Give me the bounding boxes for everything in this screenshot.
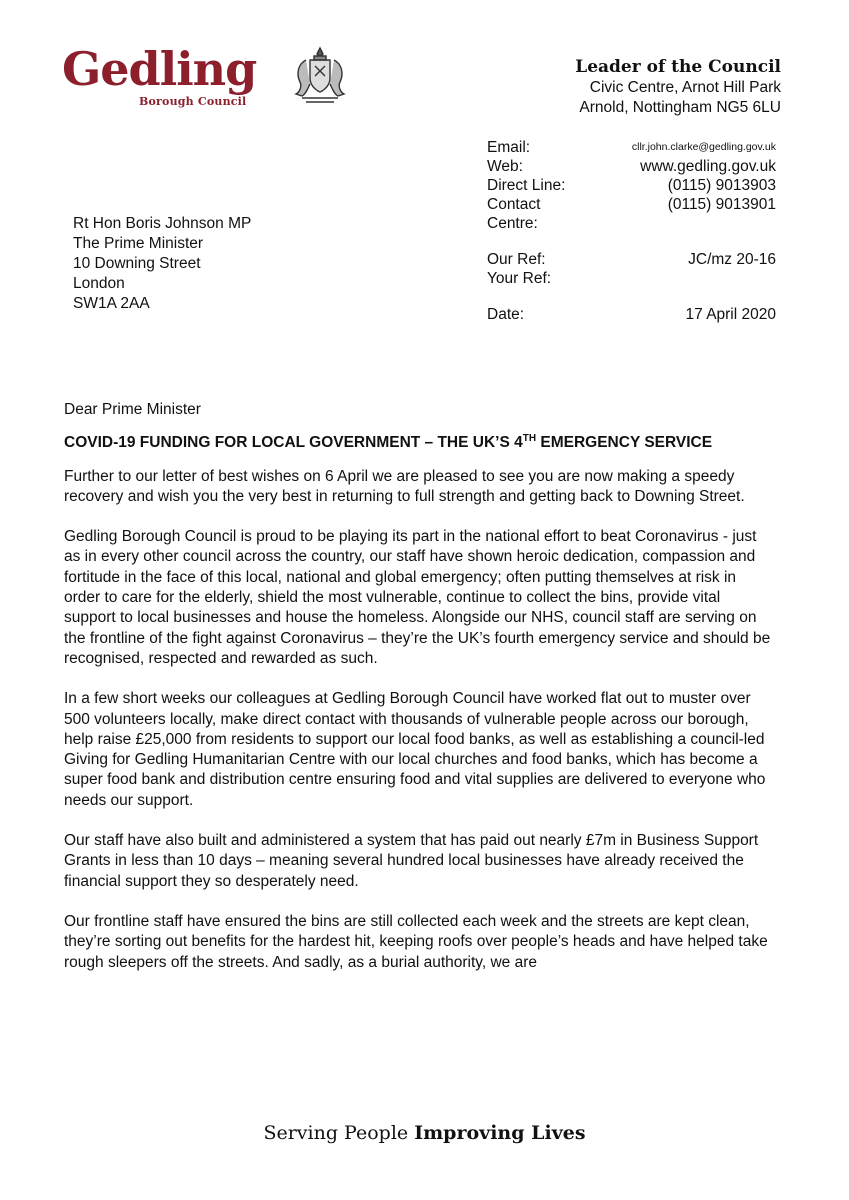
your-ref-label: Your Ref:	[487, 270, 552, 287]
sender-title: Leader of the Council	[575, 57, 781, 77]
recipient-line-1: Rt Hon Boris Johnson MP	[73, 215, 252, 232]
logo-subtitle: Borough Council	[139, 95, 247, 108]
web-label: Web:	[487, 158, 523, 175]
contact-row-your-ref	[487, 269, 776, 288]
contact-centre-label: Contact	[487, 196, 541, 213]
slogan-part-1: Serving People	[263, 1122, 415, 1144]
contact-row-web	[487, 157, 776, 176]
contact-row-date	[487, 305, 776, 324]
direct-line-label: Direct Line:	[487, 177, 566, 194]
subject-text: COVID-19 FUNDING FOR LOCAL GOVERNMENT – THE UK’S 4	[64, 434, 523, 452]
council-crest-icon	[288, 44, 352, 108]
subject-superscript: TH	[522, 433, 537, 445]
recipient-line-4: London	[73, 275, 125, 292]
contact-row-our-ref	[487, 250, 776, 269]
web-value[interactable]: www.gedling.gov.uk	[640, 158, 776, 175]
contact-row-email	[487, 138, 776, 157]
sender-address-line-1: Civic Centre, Arnot Hill Park	[589, 79, 781, 96]
paragraph: Further to our letter of best wishes on 6 April we are pleased to see you are now making a speedy recovery and wish you the very best in returning to full strength and getting back to Downing Street.	[64, 467, 745, 505]
slogan-part-2: Improving Lives	[414, 1122, 586, 1144]
contact-centre-value: (0115) 9013901	[667, 196, 776, 213]
subject-text-end: EMERGENCY SERVICE	[536, 434, 713, 452]
recipient-address	[73, 214, 251, 314]
paragraph: In a few short weeks our colleagues at Gedling Borough Council have worked flat out to muster over 500 volunteers locally, make direct contact with thousands of vulnerable people across our borough, help raise £25,000 from residents to support our local food banks, as well as establishing a council-led Giving for Gedling Humanitarian Centre with our local churches and food banks, which has become a super food bank and distribution centre ensuring food and vital supplies are delivered to everyone who needs our support.	[64, 690, 766, 809]
email-label: Email:	[487, 139, 531, 156]
direct-line-value: (0115) 9013903	[667, 177, 776, 194]
recipient-line-5: SW1A 2AA	[73, 295, 150, 312]
date-value: 17 April 2020	[685, 306, 776, 323]
paragraph: Our staff have also built and administered a system that has paid out nearly £7m in Business Support Grants in less than 10 days – meaning several hundred local businesses have already received the financial support they so desperately need.	[64, 832, 759, 890]
contact-row-direct-line	[487, 176, 776, 195]
our-ref-label: Our Ref:	[487, 251, 546, 268]
paragraph: Our frontline staff have ensured the bins are still collected each week and the streets are kept clean, they’re sorting out benefits for the hardest hit, keeping roofs over people’s heads and have helped take rough sleepers off the streets. And sadly, as a burial authority, we are	[64, 912, 768, 971]
our-ref-value: JC/mz 20-16	[688, 251, 776, 268]
logo-wordmark: Gedling	[62, 42, 257, 96]
letter-body	[64, 400, 776, 993]
date-label: Date:	[487, 306, 525, 323]
contact-row-contact-centre	[487, 195, 776, 214]
sender-address-line-2: Arnold, Nottingham NG5 6LU	[579, 99, 781, 116]
recipient-line-3: 10 Downing Street	[73, 255, 201, 272]
letter-subject	[64, 433, 776, 453]
email-value[interactable]: cllr.john.clarke@gedling.gov.uk	[631, 141, 776, 153]
contact-row-contact-centre-cont	[487, 214, 776, 233]
council-logo	[62, 44, 362, 110]
paragraph: Gedling Borough Council is proud to be playing its part in the national effort to beat Coronavirus - just as in every other council across the country, our staff have shown heroic dedication, compassion and fortitude in the face of this local, national and global emergency; often putting themselves at risk in order to care for the elderly, shield the most vulnerable, continue to collect the bins, provide vital support to local businesses and house the homeless. Alongside our NHS, council staff are serving on the frontline of the fight against Coronavirus – they’re the UK’s fourth emergency service and should be recognised, respected and rewarded as such.	[64, 528, 771, 667]
footer-slogan	[0, 1121, 849, 1145]
contact-centre-label-2: Centre:	[487, 215, 538, 232]
greeting: Dear Prime Minister	[64, 401, 201, 418]
sender-block	[575, 56, 781, 118]
recipient-line-2: The Prime Minister	[73, 235, 204, 252]
